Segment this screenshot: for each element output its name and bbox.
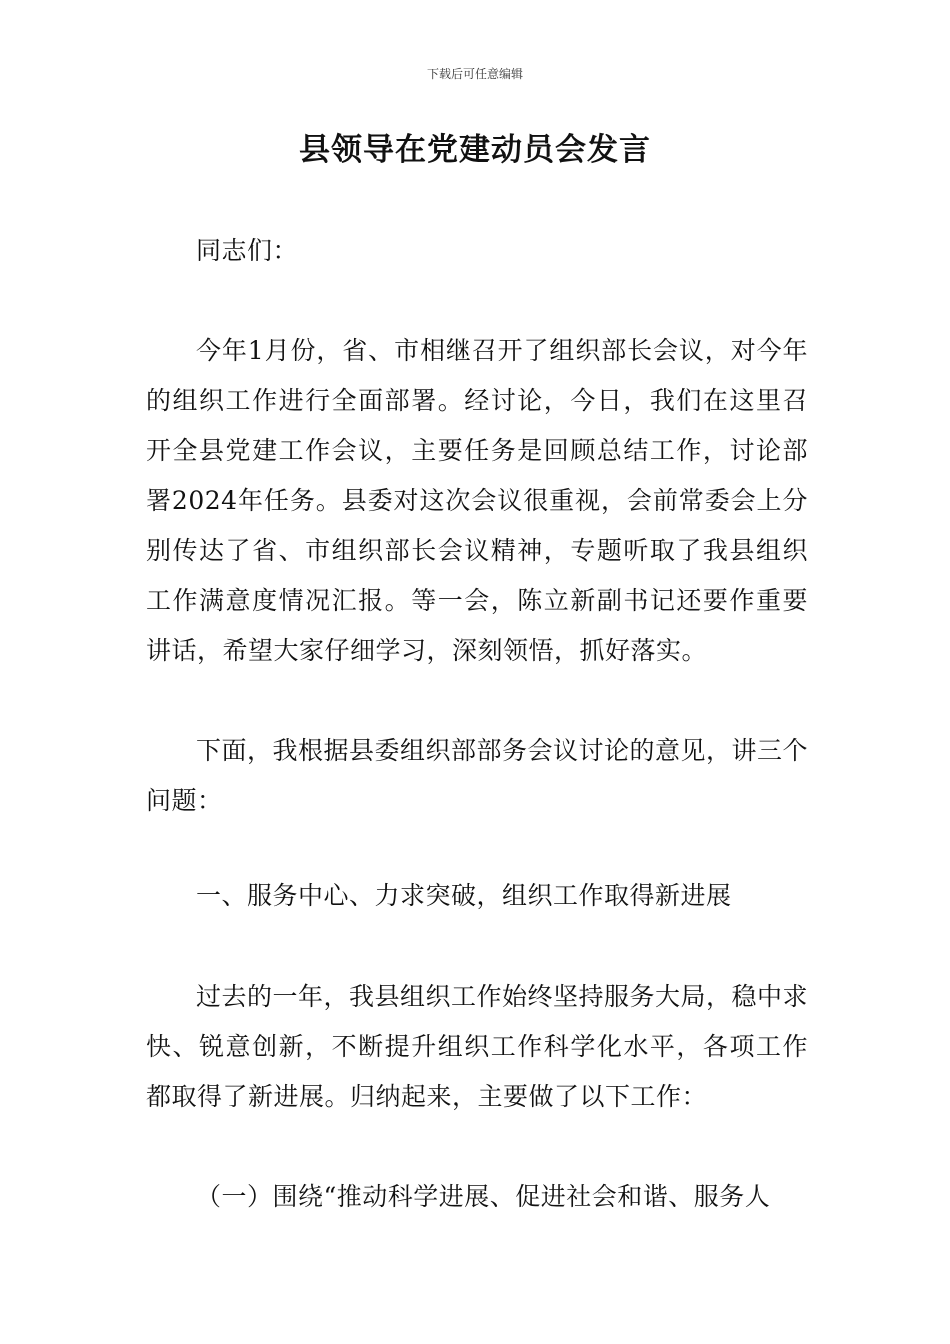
greeting: 同志们：: [196, 236, 299, 265]
document-title: 县领导在党建动员会发言: [299, 132, 651, 168]
paragraph-intro: 今年1月份，省、市相继召开了组织部长会议，对今年的组织工作进行全面部署。经讨论，今日，我们在这里召开全县党建工作会议，主要任务是回顾总结工作，讨论部署2024年任务。县委对这次会议很重视，会前常委会上分别传达了省、市组织部长会议精神，专题听取了我县组织工作满意度情况汇报。等一会，陈立新副书记还要作重要讲话，希望大家仔细学习，深刻领悟，抓好落实。: [146, 336, 808, 665]
paragraph-review: 过去的一年，我县组织工作始终坚持服务大局，稳中求快、锐意创新，不断提升组织工作科学化水平，各项工作都取得了新进展。归纳起来，主要做了以下工作：: [146, 982, 809, 1111]
header-note: 下载后可任意编辑: [426, 67, 523, 81]
paragraph-outline: 下面，我根据县委组织部部务会议讨论的意见，讲三个问题：: [146, 736, 809, 815]
subsection-heading: （一）围绕“推动科学进展、促进社会和谐、服务人: [196, 1182, 771, 1211]
section-heading: 一、服务中心、力求突破，组织工作取得新进展: [196, 881, 732, 910]
